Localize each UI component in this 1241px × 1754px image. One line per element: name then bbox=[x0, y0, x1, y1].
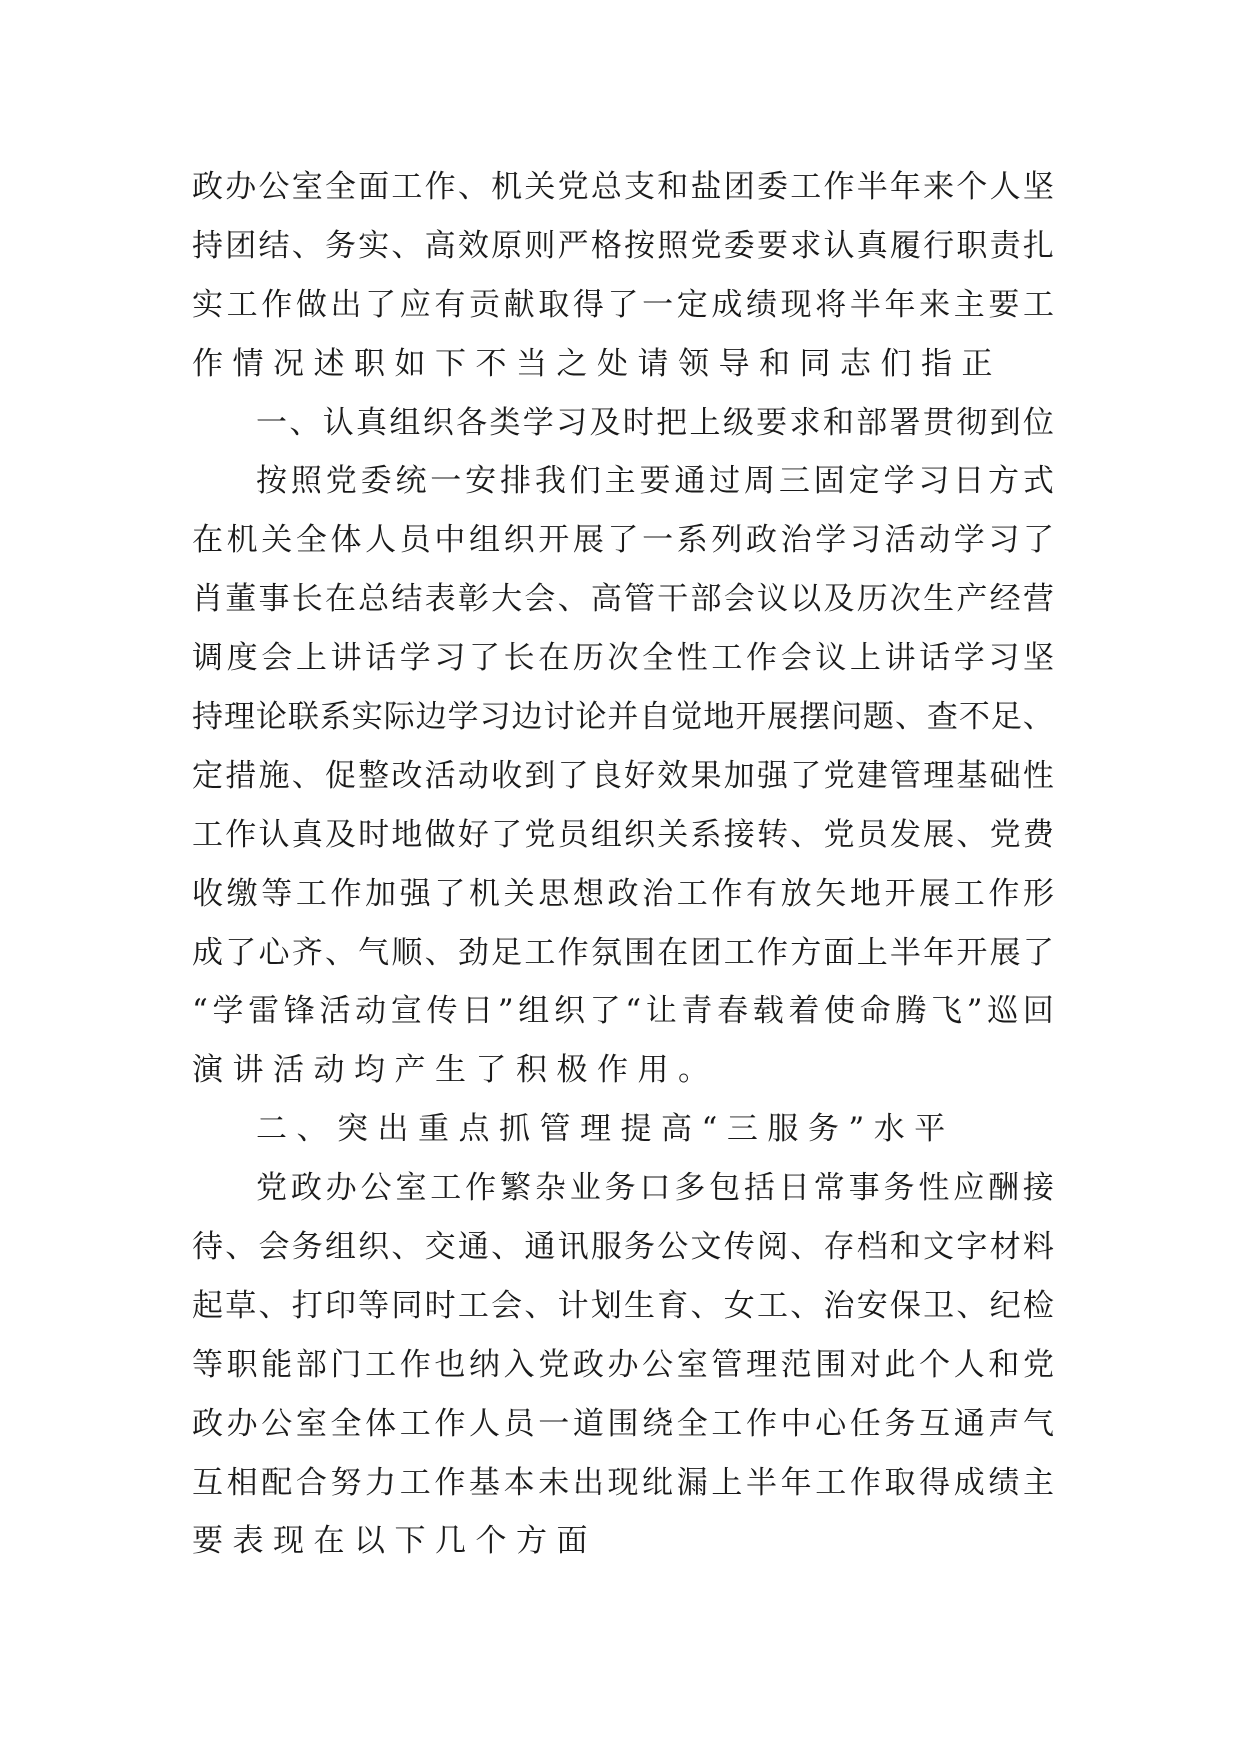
text-line: 起 草 、 打 印 等 同 时 工 会 、 计 划 生 育 、 女 工 、 治 安 保 卫 、 纪 检 bbox=[192, 1287, 1054, 1324]
text-line: 作情况述职如下不当之处请领导和同志们指正 bbox=[192, 345, 1002, 382]
text-line: 收 缴 等 工 作 加 强 了 机 关 思 想 政 治 工 作 有 放 矢 地 开 展 工 作 形 bbox=[192, 875, 1054, 912]
text-line: 成 了 心 齐 、 气 顺 、 劲 足 工 作 氛 围 在 团 工 作 方 面 上 半 年 开 展 了 bbox=[192, 934, 1054, 971]
body-text bbox=[192, 158, 1054, 1571]
text-line: 按 照 党 委 统 一 安 排 我 们 主 要 通 过 周 三 固 定 学 习 日 方 式 bbox=[256, 463, 1054, 500]
text-line: 一 、 认 真 组 织 各 类 学 习 及 时 把 上 级 要 求 和 部 署 贯 彻 到 位 bbox=[256, 404, 1054, 441]
text-line: 工 作 认 真 及 时 地 做 好 了 党 员 组 织 关 系 接 转 、 党 员 发 展 、 党 费 bbox=[192, 816, 1054, 853]
text-line: 调 度 会 上 讲 话 学 习 了 长 在 历 次 全 性 工 作 会 议 上 讲 话 学 习 坚 bbox=[192, 640, 1054, 677]
text-line: 要表现在以下几个方面 bbox=[192, 1523, 597, 1560]
text-line: 等 职 能 部 门 工 作 也 纳 入 党 政 办 公 室 管 理 范 围 对 此 个 人 和 党 bbox=[192, 1346, 1054, 1383]
text-line: 持 理 论 联 系 实 际 边 学 习 边 讨 论 并 自 觉 地 开 展 摆 问 题 、 查 不 足 、 bbox=[192, 699, 1054, 736]
text-line: 持 团 结 、 务 实 、 高 效 原 则 严 格 按 照 党 委 要 求 认 真 履 行 职 责 扎 bbox=[192, 227, 1054, 264]
text-line: 定 措 施 、 促 整 改 活 动 收 到 了 良 好 效 果 加 强 了 党 建 管 理 基 础 性 bbox=[192, 757, 1054, 794]
text-line: 实 工 作 做 出 了 应 有 贡 献 取 得 了 一 定 成 绩 现 将 半 年 来 主 要 工 bbox=[192, 286, 1054, 323]
text-line: 待 、 会 务 组 织 、 交 通 、 通 讯 服 务 公 文 传 阅 、 存 档 和 文 字 材 料 bbox=[192, 1229, 1054, 1266]
text-line: 党 政 办 公 室 工 作 繁 杂 业 务 口 多 包 括 日 常 事 务 性 应 酬 接 bbox=[256, 1170, 1054, 1207]
text-line: 二、突出重点抓管理提高“三服务”水平 bbox=[256, 1111, 955, 1148]
text-line: 互 相 配 合 努 力 工 作 基 本 未 出 现 纰 漏 上 半 年 工 作 取 得 成 绩 主 bbox=[192, 1464, 1054, 1501]
text-line: 演讲活动均产生了积极作用。 bbox=[192, 1052, 719, 1089]
text-line: 政 办 公 室 全 体 工 作 人 员 一 道 围 绕 全 工 作 中 心 任 务 互 通 声 气 bbox=[192, 1405, 1054, 1442]
text-line: “ 学 雷 锋 活 动 宣 传 日 ” 组 织 了 “ 让 青 春 载 着 使 命 腾 飞 ” 巡 回 bbox=[192, 993, 1054, 1030]
text-line: 肖 董 事 长 在 总 结 表 彰 大 会 、 高 管 干 部 会 议 以 及 历 次 生 产 经 营 bbox=[192, 581, 1054, 618]
text-line: 在 机 关 全 体 人 员 中 组 织 开 展 了 一 系 列 政 治 学 习 活 动 学 习 了 bbox=[192, 522, 1054, 559]
text-line: 政 办 公 室 全 面 工 作 、 机 关 党 总 支 和 盐 团 委 工 作 半 年 来 个 人 坚 bbox=[192, 169, 1054, 205]
